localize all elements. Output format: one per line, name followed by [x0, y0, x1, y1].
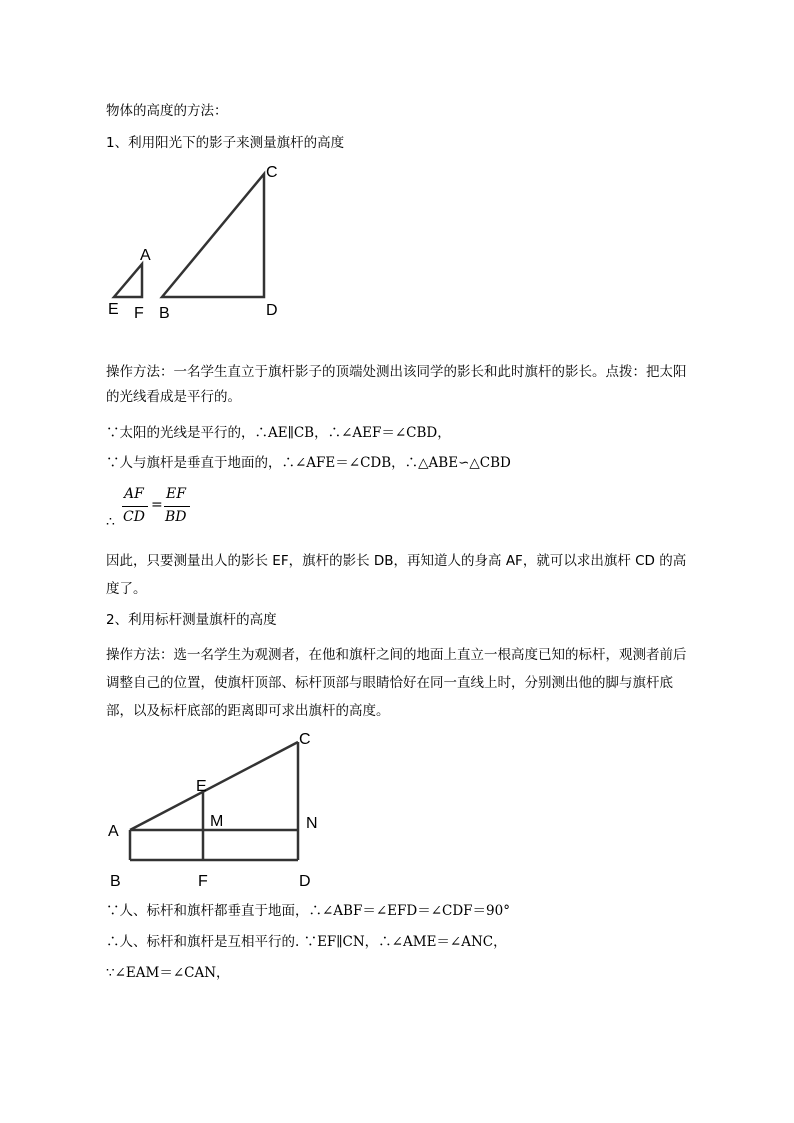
label-F-fig1: F — [134, 305, 144, 322]
label-N-fig2: N — [306, 815, 318, 832]
shadow-figure — [100, 160, 300, 330]
label-D-fig1: D — [266, 302, 278, 319]
section1-step1: ∵太阳的光线是平行的，∴AE∥CB，∴∠AEF＝∠CBD， — [106, 425, 451, 441]
label-E-fig2: E — [196, 778, 207, 795]
label-A-fig2: A — [108, 823, 119, 840]
therefore-symbol: ∴ — [106, 514, 115, 530]
section1-method: 操作方法：一名学生直立于旗杆影子的顶端处测出该同学的影长和此时旗杆的影长。点拨：把太阳的光线看成是平行的。 — [106, 364, 687, 405]
fraction-right-denominator: BD — [165, 509, 187, 525]
label-E-fig1: E — [108, 301, 119, 318]
fraction-left-numerator: AF — [124, 486, 144, 502]
section1-conclusion: 因此，只要测量出人的影长 EF，旗杆的影长 DB，再知道人的身高 AF，就可以求出旗杆 CD 的高度了。 — [106, 553, 687, 597]
fraction-right-numerator: EF — [166, 486, 186, 502]
label-B-fig2: B — [110, 873, 121, 890]
section2-title: 2、利用标杆测量旗杆的高度 — [106, 612, 277, 628]
small-triangle — [114, 264, 142, 297]
section2-step1: ∵人、标杆和旗杆都垂直于地面，∴∠ABF＝∠EFD＝∠CDF＝90° — [106, 903, 510, 919]
benchmark-figure — [100, 728, 340, 898]
label-F-fig2: F — [198, 873, 208, 890]
large-triangle — [162, 174, 264, 297]
section2-step2: ∴人、标杆和旗杆是互相平行的. ∵EF∥CN，∴∠AME＝∠ANC， — [106, 934, 507, 950]
section1-title: 1、利用阳光下的影子来测量旗杆的高度 — [106, 135, 345, 151]
section2-method: 操作方法：选一名学生为观测者，在他和旗杆之间的地面上直立一根高度已知的标杆，观测者前后调整自己的位置，使旗杆顶部、标杆顶部与眼睛恰好在同一直线上时，分别测出他的脚与旗杆底部，以及标杆底部的距离即可求出旗杆的高度。 — [106, 647, 687, 719]
intro-heading: 物体的高度的方法： — [106, 103, 228, 119]
section2-step3: ∵∠EAM＝∠CAN， — [106, 965, 230, 981]
proportion-formula — [106, 484, 226, 532]
benchmark-lines — [130, 742, 298, 860]
label-A-fig1: A — [140, 247, 151, 264]
fraction-left-denominator: CD — [123, 509, 145, 525]
label-C-fig2: C — [299, 731, 311, 748]
label-D-fig2: D — [299, 873, 311, 890]
label-B-fig1: B — [159, 305, 170, 322]
section1-step2: ∵人与旗杆是垂直于地面的，∴∠AFE＝∠CDB，∴△ABE∽△CBD — [106, 455, 511, 471]
label-M-fig2: M — [210, 813, 224, 830]
label-C-fig1: C — [266, 164, 278, 181]
fraction-equals: = — [151, 497, 163, 513]
